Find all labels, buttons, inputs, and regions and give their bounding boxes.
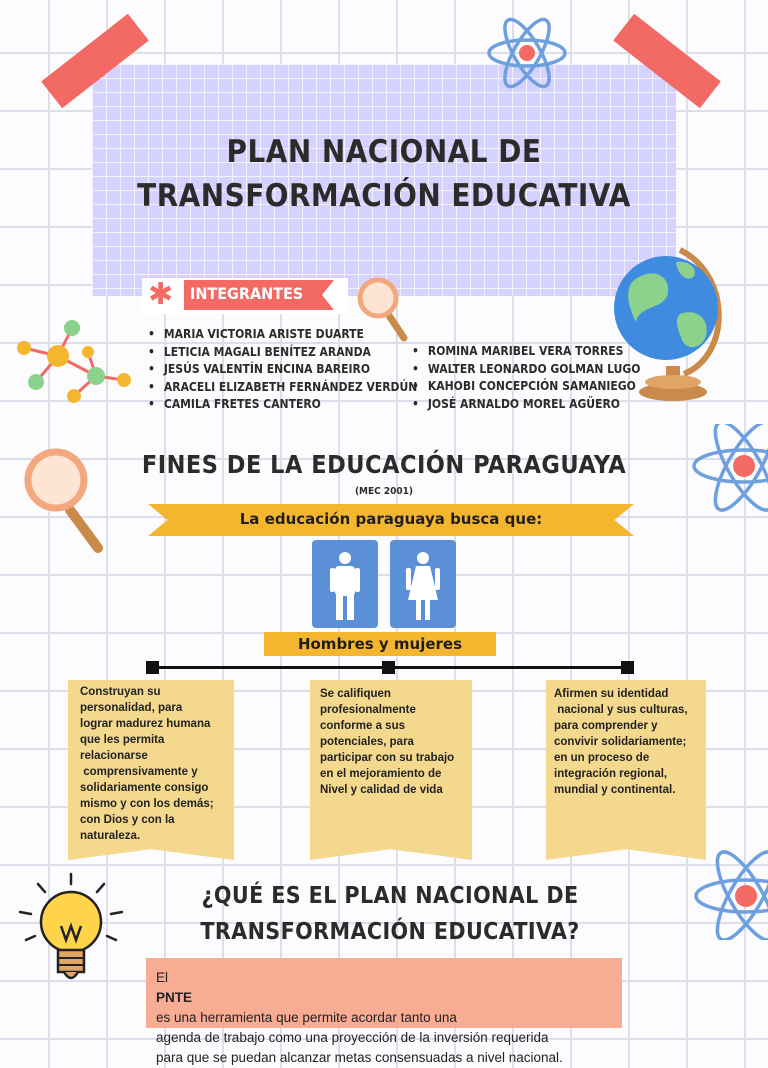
timeline-node bbox=[146, 661, 159, 674]
lightbulb-icon bbox=[14, 870, 128, 996]
section-heading-fines: FINES DE LA EDUCACIÓN PARAGUAYA bbox=[141, 450, 627, 479]
asterisk-icon: ✱ bbox=[148, 277, 174, 312]
note-text-2: Se califiquen profesionalmente conforme a sus potenciales, para participar con su trabajo en el mejoramiento de Nivel y calidad de vida bbox=[320, 688, 455, 796]
ribbon-text: La educación paraguaya busca que: bbox=[239, 510, 543, 528]
note-text-3: Afirmen su identidad nacional y sus culturas, para comprender y convivir solidariamente; en un proceso de integración regional, mundial y continental. bbox=[554, 688, 688, 796]
list-item: • ROMINA MARIBEL VERA TORRES bbox=[412, 343, 640, 361]
list-item: • WALTER LEONARDO GOLMAN LUGO bbox=[412, 361, 640, 379]
list-item: • MARIA VICTORIA ARISTE DUARTE bbox=[148, 326, 417, 344]
list-item: • JOSÉ ARNALDO MOREL AGÜERO bbox=[412, 396, 640, 414]
section-heading-pnte: ¿QUÉ ES EL PLAN NACIONAL DE TRANSFORMACIÓN EDUCATIVA? bbox=[200, 883, 580, 945]
note-text-1: Construyan su personalidad, para lograr madurez humana que les permita relacionarse comprensivamente y solidariamente consigo mismo y con los demás; con Dios y con la naturaleza. bbox=[80, 686, 214, 842]
molecule-icon bbox=[12, 316, 134, 408]
members-label: INTEGRANTES bbox=[190, 284, 304, 303]
people-label: Hombres y mujeres bbox=[297, 635, 463, 653]
atom-icon bbox=[684, 850, 768, 940]
members-list-right bbox=[412, 343, 640, 413]
man-icon bbox=[312, 540, 378, 628]
source-note: (MEC 2001) bbox=[354, 486, 414, 497]
list-item: • CAMILA FRETES CANTERO bbox=[148, 396, 417, 414]
list-item: • LETICIA MAGALI BENÍTEZ ARANDA bbox=[148, 344, 417, 362]
timeline-node bbox=[382, 661, 395, 674]
atom-icon bbox=[484, 10, 570, 96]
page-title: PLAN NACIONAL DE TRANSFORMACIÓN EDUCATIVA bbox=[137, 134, 631, 214]
list-item: • ARACELI ELIZABETH FERNÁNDEZ VERDÚN bbox=[148, 379, 417, 397]
list-item: • KAHOBI CONCEPCIÓN SAMANIEGO bbox=[412, 378, 640, 396]
woman-icon bbox=[390, 540, 456, 628]
members-list-left bbox=[148, 326, 417, 414]
definition-text: El PNTE es una herramienta que permite acordar tanto una agenda de trabajo como una proyección de la inversión requerida para que se puedan alcanzar metas consensuadas a nivel nacional. bbox=[156, 970, 563, 1065]
list-item: • JESÚS VALENTÍN ENCINA BAREIRO bbox=[148, 361, 417, 379]
timeline-node bbox=[621, 661, 634, 674]
